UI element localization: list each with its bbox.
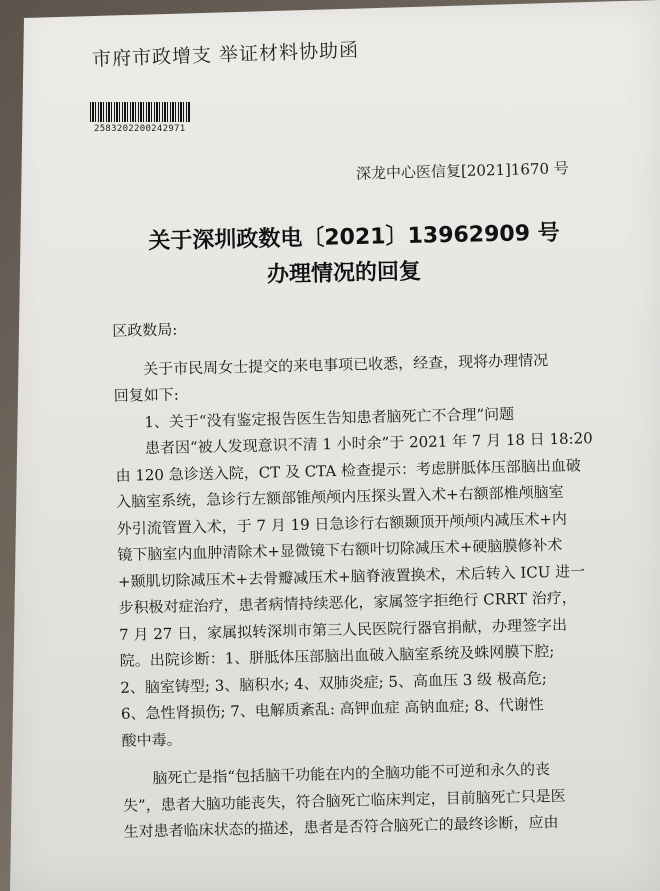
body-line: 6、急性肾损伤; 7、电解质紊乱: 高钾血症 高钠血症; 8、代谢性	[120, 695, 544, 723]
salutation: 区政数局:	[112, 320, 178, 340]
section-heading: 1、关于“没有鉴定报告医生告知患者脑死亡不合理”问题	[144, 404, 515, 431]
body-line: 步积极对症治疗，患者病情持续恶化，家属签字拒绝行 CRRT 治疗，	[118, 588, 578, 617]
letter-body	[112, 306, 649, 845]
body-line: 由 120 急诊送入院，CT 及 CTA 检查提示：考虑胼胝体压部脑出血破	[115, 455, 582, 485]
barcode	[90, 102, 190, 122]
body-line: 外引流管置入术，于 7 月 19 日急诊行右额颞顶开颅颅内减压术+内	[116, 509, 568, 538]
body-line: 脑死亡是指“包括脑干功能在内的全脑功能不可逆和永久的丧	[152, 760, 551, 788]
title-line-1: 关于深圳政数电〔2021〕13962909 号	[148, 220, 560, 255]
body-line: +颞肌切除减压术+去骨瓣减压术+脑脊液置换术，术后转入 ICU 进一	[117, 561, 586, 591]
body-line: 生对患者临床状态的描述，患者是否符合脑死亡的最终诊断，应由	[123, 813, 559, 841]
document-number: 深龙中心医信复[2021]1670 号	[355, 159, 570, 183]
body-line: 镜下脑室内血肿清除术+显微镜下右额叶切除减压术+硬脑膜修补术	[117, 535, 563, 564]
body-line: 入脑室系统，急诊行左额部锥颅颅内压探头置入术+右额部椎颅脑室	[115, 482, 564, 511]
body-line: 关于市民周女士提交的来电事项已收悉，经查，现将办理情况	[142, 350, 549, 378]
body-line: 酸中毒。	[121, 730, 182, 750]
body-line: 院。出院诊断：1、胼胝体压部脑出血破入脑室系统及蛛网膜下腔;	[119, 642, 555, 670]
body-line: 失”，患者大脑功能丧失，符合脑死亡临床判定，目前脑死亡只是医	[122, 786, 566, 815]
body-line: 2、脑室铸型; 3、脑积水; 4、双肺炎症; 5、高血压 3 级 极高危;	[120, 668, 548, 697]
title-line-2: 办理情况的回复	[266, 259, 422, 288]
handwritten-note: 市府市政增支 举证材料协助函	[91, 39, 360, 71]
body-line: 7 月 27 日，家属拟转深圳市第三人民医院行器官捐献，办理签字出	[118, 615, 568, 644]
barcode-number: 2583202200242971	[94, 124, 186, 134]
body-line: 患者因“被人发现意识不清 1 小时余”于 2021 年 7 月 18 日 18:20	[144, 429, 593, 458]
body-line: 回复如下:	[113, 385, 180, 405]
